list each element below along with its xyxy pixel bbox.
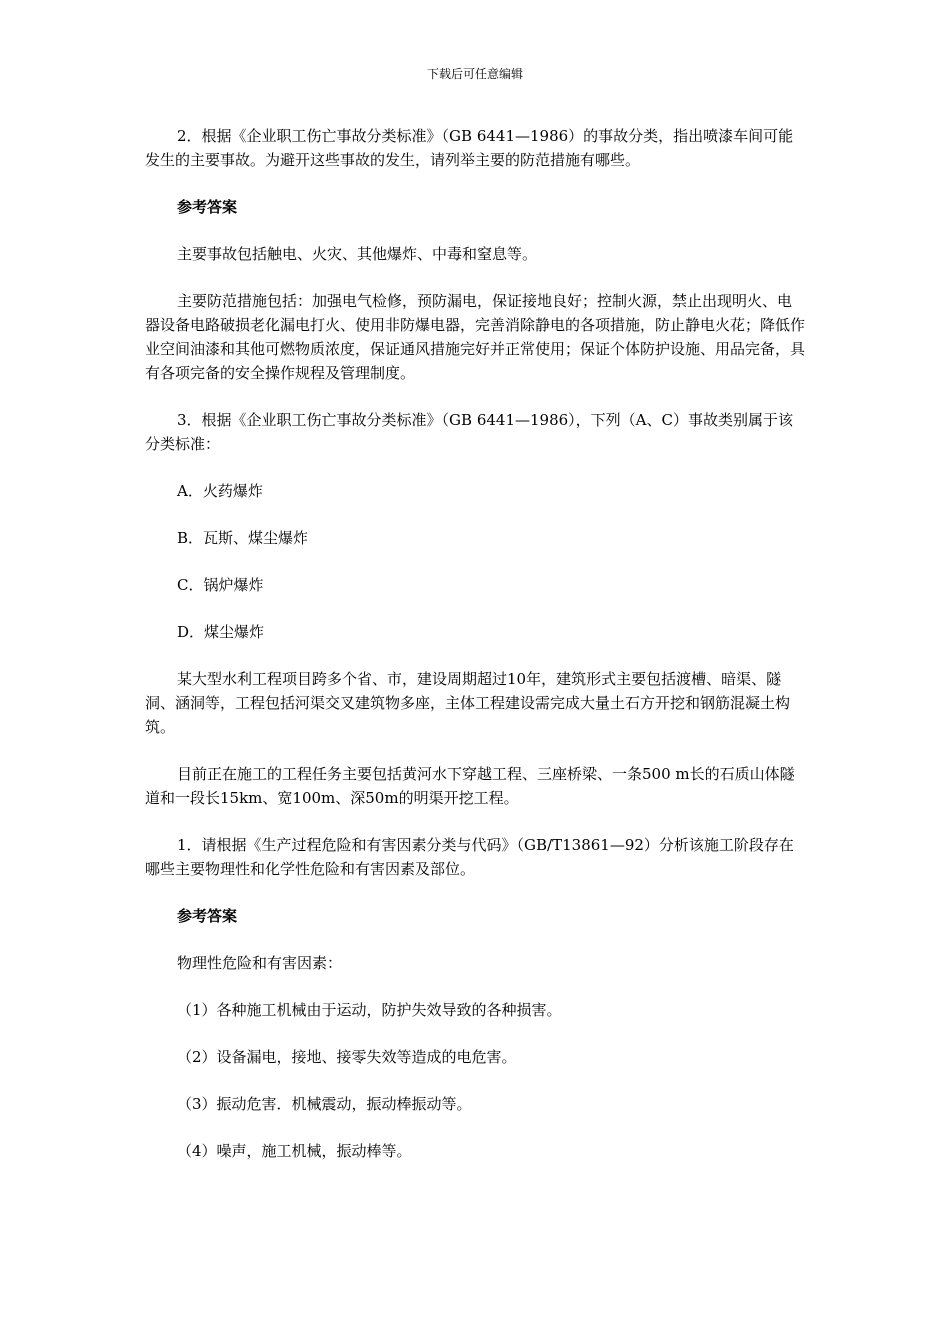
question-1: 1．请根据《生产过程危险和有害因素分类与代码》（GB/T13861—92）分析该施工阶段存在哪些主要物理性和化学性危险和有害因素及部位。 — [145, 836, 794, 878]
option-b: B．瓦斯、煤尘爆炸 — [177, 529, 309, 547]
case-description-1: 某大型水利工程项目跨多个省、市，建设周期超过10年，建筑形式主要包括渡槽、暗渠、隧洞、涵洞等，工程包括河渠交叉建筑物多座，主体工程建设需完成大量土石方开挖和钢筋混凝土构筑。 — [145, 670, 791, 736]
physical-item-4: （4）噪声，施工机械，振动棒等。 — [177, 1142, 412, 1160]
answer-main-accidents: 主要事故包括触电、火灾、其他爆炸、中毒和窒息等。 — [177, 245, 538, 263]
page-header: 下载后可任意编辑 — [426, 67, 523, 81]
option-c: C．锅炉爆炸 — [177, 576, 264, 594]
physical-item-3: （3）振动危害．机械震动，振动棒振动等。 — [177, 1095, 472, 1113]
physical-item-2: （2）设备漏电，接地、接零失效等造成的电危害。 — [177, 1048, 517, 1066]
physical-item-1: （1）各种施工机械由于运动，防护失效导致的各种损害。 — [177, 1001, 562, 1019]
answer-measures: 主要防范措施包括：加强电气检修，预防漏电，保证接地良好；控制火源，禁止出现明火、电器设备电路破损老化漏电打火、使用非防爆电器，完善消除静电的各项措施，防止静电火花；降低作业空间油漆和其他可燃物质浓度，保证通风措施完好并正常使用；保证个体防护设施、用品完备，具有各项完备的安全操作规程及管理制度。 — [145, 292, 806, 382]
option-d: D．煤尘爆炸 — [177, 623, 265, 641]
answer-label: 参考答案 — [177, 198, 238, 216]
question-3: 3．根据《企业职工伤亡事故分类标准》（GB 6441—1986），下列（A、C）事故类别属于该分类标准： — [145, 411, 793, 453]
physical-factors-title: 物理性危险和有害因素： — [177, 954, 343, 972]
document-body — [145, 124, 805, 1186]
case-description-2: 目前正在施工的工程任务主要包括黄河水下穿越工程、三座桥梁、一条500 m长的石质山体隧道和一段长15km、宽100m、深50m的明渠开挖工程。 — [145, 765, 795, 807]
question-2: 2．根据《企业职工伤亡事故分类标准》（GB 6441—1986）的事故分类，指出喷漆车间可能发生的主要事故。为避开这些事故的发生，请列举主要的防范措施有哪些。 — [145, 127, 794, 169]
answer-label-2: 参考答案 — [177, 907, 238, 925]
option-a: A．火药爆炸 — [177, 482, 263, 500]
